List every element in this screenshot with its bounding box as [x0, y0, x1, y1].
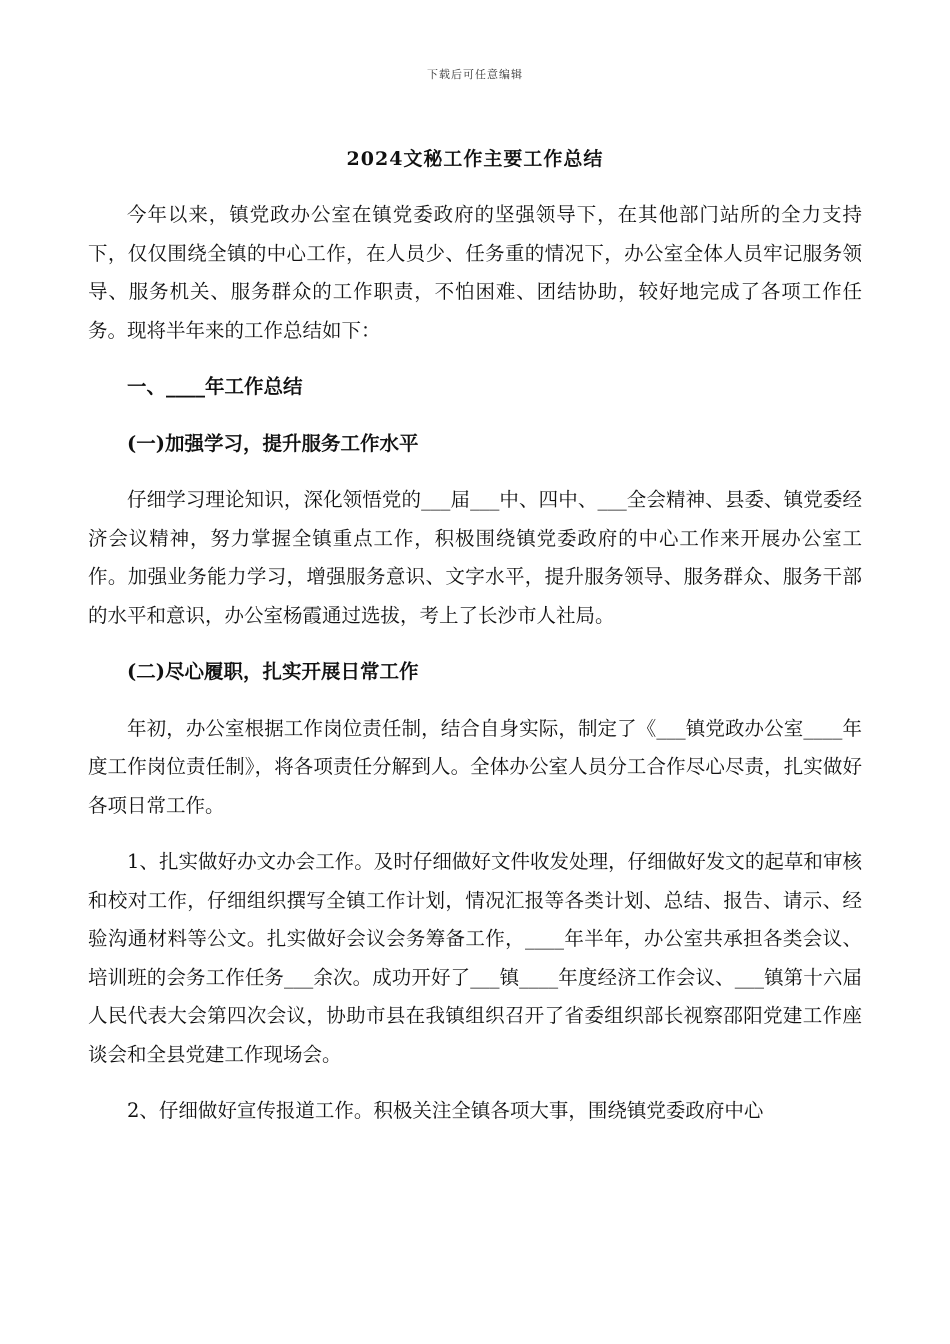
header-note: 下载后可任意编辑 — [427, 68, 523, 81]
intro-paragraph: 今年以来，镇党政办公室在镇党委政府的坚强领导下，在其他部门站所的全力支持下，仅仅围绕全镇的中心工作，在人员少、任务重的情况下，办公室全体人员牢记服务领导、服务机关、服务群众的工作职责，不怕困难、团结协助，较好地完成了各项工作任务。现将半年来的工作总结如下： — [88, 203, 862, 342]
item-1-paragraph: 1、扎实做好办文办会工作。及时仔细做好文件收发处理，仔细做好发文的起草和审核和校对工作，仔细组织撰写全镇工作计划，情况汇报等各类计划、总结、报告、请示、经验沟通材料等公文。扎实做好会议会务筹备工作，____年半年，办公室共承担各类会议、培训班的会务工作任务___余次。成功开好了___镇____年度经济工作会议、___镇第十六届人民代表大会第四次会议，协助市县在我镇组织召开了省委组织部长视察邵阳党建工作座谈会和全县党建工作现场会。 — [88, 850, 862, 1066]
subsection-1-paragraph: 仔细学习理论知识，深化领悟党的___届___中、四中、___全会精神、县委、镇党委经济会议精神，努力掌握全镇重点工作，积极围绕镇党委政府的中心工作来开展办公室工作。加强业务能力学习，增强服务意识、文字水平，提升服务领导、服务群众、服务干部的水平和意识，办公室杨霞通过选拔，考上了长沙市人社局。 — [88, 488, 862, 627]
document-title: 2024文秘工作主要工作总结 — [346, 148, 604, 170]
document-body — [88, 196, 862, 1149]
subsection-1-heading: (一)加强学习，提升服务工作水平 — [127, 431, 419, 455]
subsection-2-heading: (二)尽心履职，扎实开展日常工作 — [127, 660, 419, 683]
section-1-heading: 一、____年工作总结 — [127, 375, 303, 398]
subsection-2-paragraph: 年初，办公室根据工作岗位责任制，结合自身实际，制定了《___镇党政办公室____年度工作岗位责任制》，将各项责任分解到人。全体办公室人员分工合作尽心尽责，扎实做好各项日常工作。 — [88, 716, 862, 817]
item-2-paragraph: 2、仔细做好宣传报道工作。积极关注全镇各项大事，围绕镇党委政府中心 — [127, 1099, 764, 1122]
